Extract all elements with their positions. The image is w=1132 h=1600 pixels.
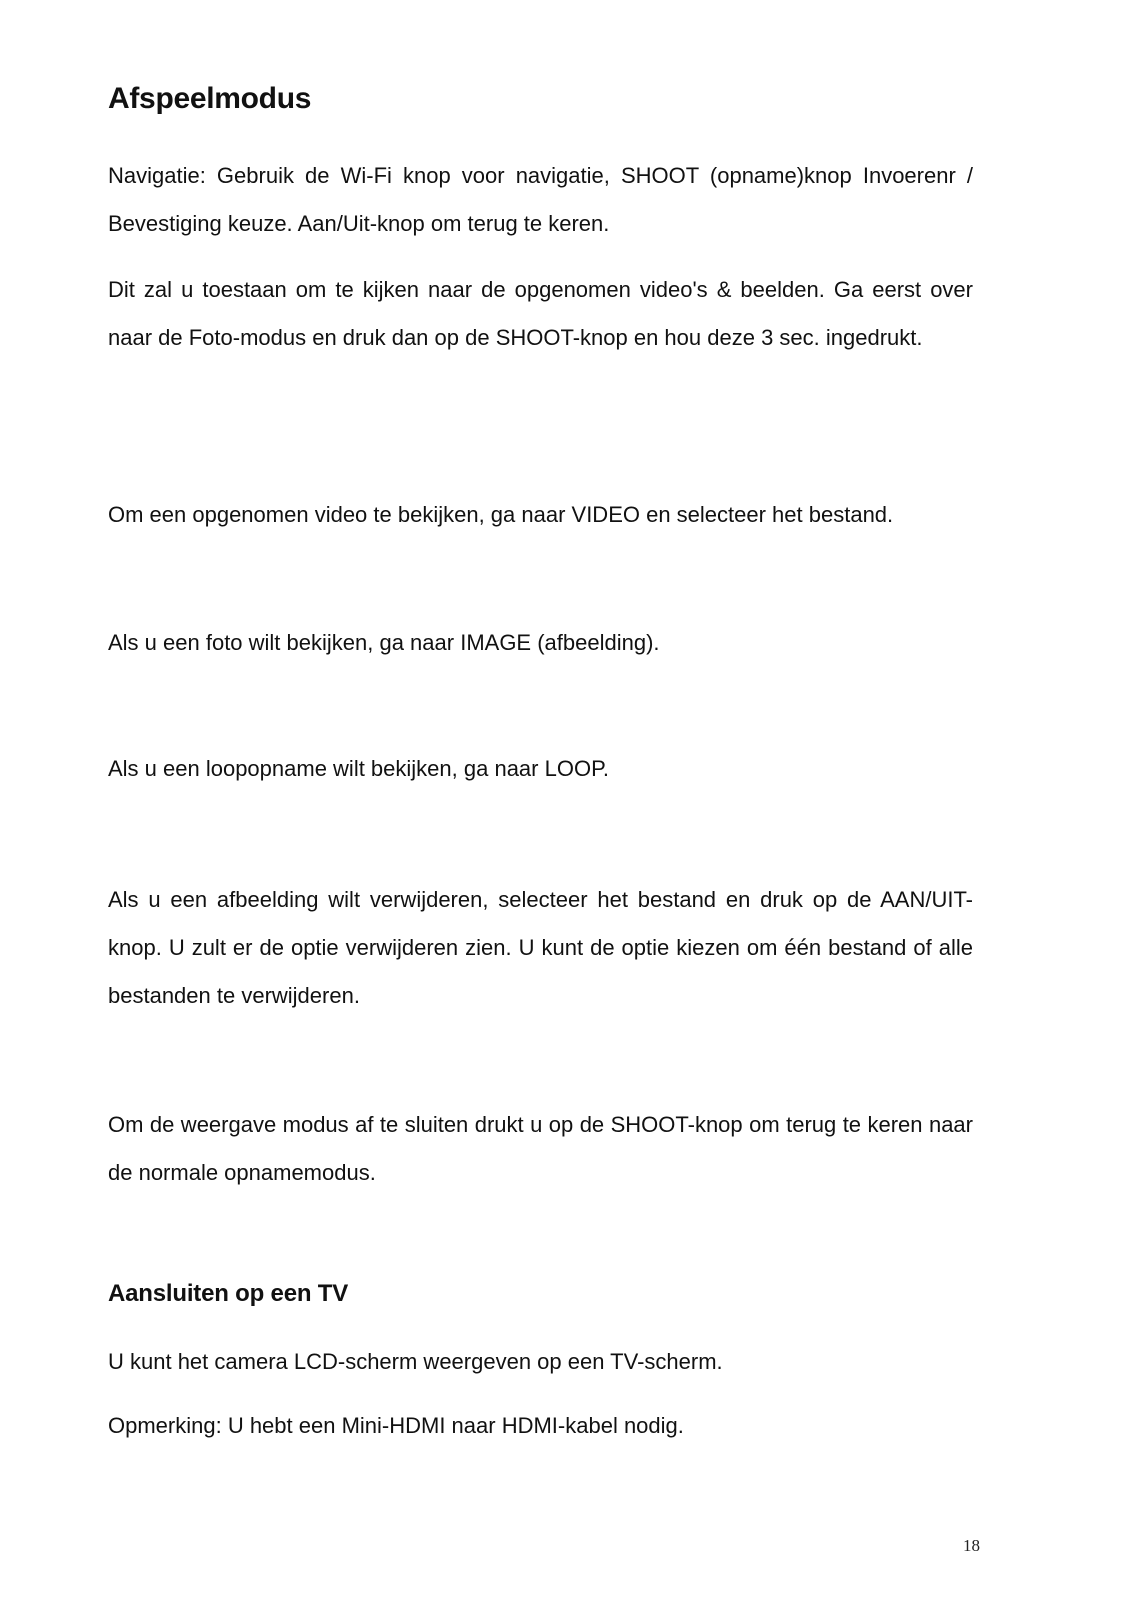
paragraph-video: Om een opgenomen video te bekijken, ga naar VIDEO en selecteer het bestand. (108, 502, 894, 527)
paragraph-tv-display: U kunt het camera LCD-scherm weergeven op een TV-scherm. (108, 1349, 723, 1374)
section-heading-tv: Aansluiten op een TV (108, 1280, 349, 1307)
paragraph-loop: Als u een loopopname wilt bekijken, ga naar LOOP. (108, 756, 610, 781)
page-number: 18 (963, 1536, 980, 1555)
paragraph-delete: Als u een afbeelding wilt verwijderen, selecteer het bestand en druk op de AAN/UIT-knop. U zult er de optie verwijderen zien. U kunt de optie kiezen om één bestand of alle bestanden te verwijderen. (108, 887, 973, 1008)
paragraph-exit: Om de weergave modus af te sluiten drukt u op de SHOOT-knop om terug te keren naar de normale opnamemodus. (108, 1112, 973, 1185)
paragraph-navigation: Navigatie: Gebruik de Wi-Fi knop voor navigatie, SHOOT (opname)knop Invoerenr / Bevestiging keuze. Aan/Uit-knop om terug te keren. (108, 163, 973, 236)
paragraph-tv-note: Opmerking: U hebt een Mini-HDMI naar HDMI-kabel nodig. (108, 1413, 684, 1438)
paragraph-image: Als u een foto wilt bekijken, ga naar IMAGE (afbeelding). (108, 630, 660, 655)
paragraph-playback-intro: Dit zal u toestaan om te kijken naar de opgenomen video's & beelden. Ga eerst over naar de Foto-modus en druk dan op de SHOOT-knop en hou deze 3 sec. ingedrukt. (108, 277, 973, 350)
page-title: Afspeelmodus (108, 82, 312, 115)
